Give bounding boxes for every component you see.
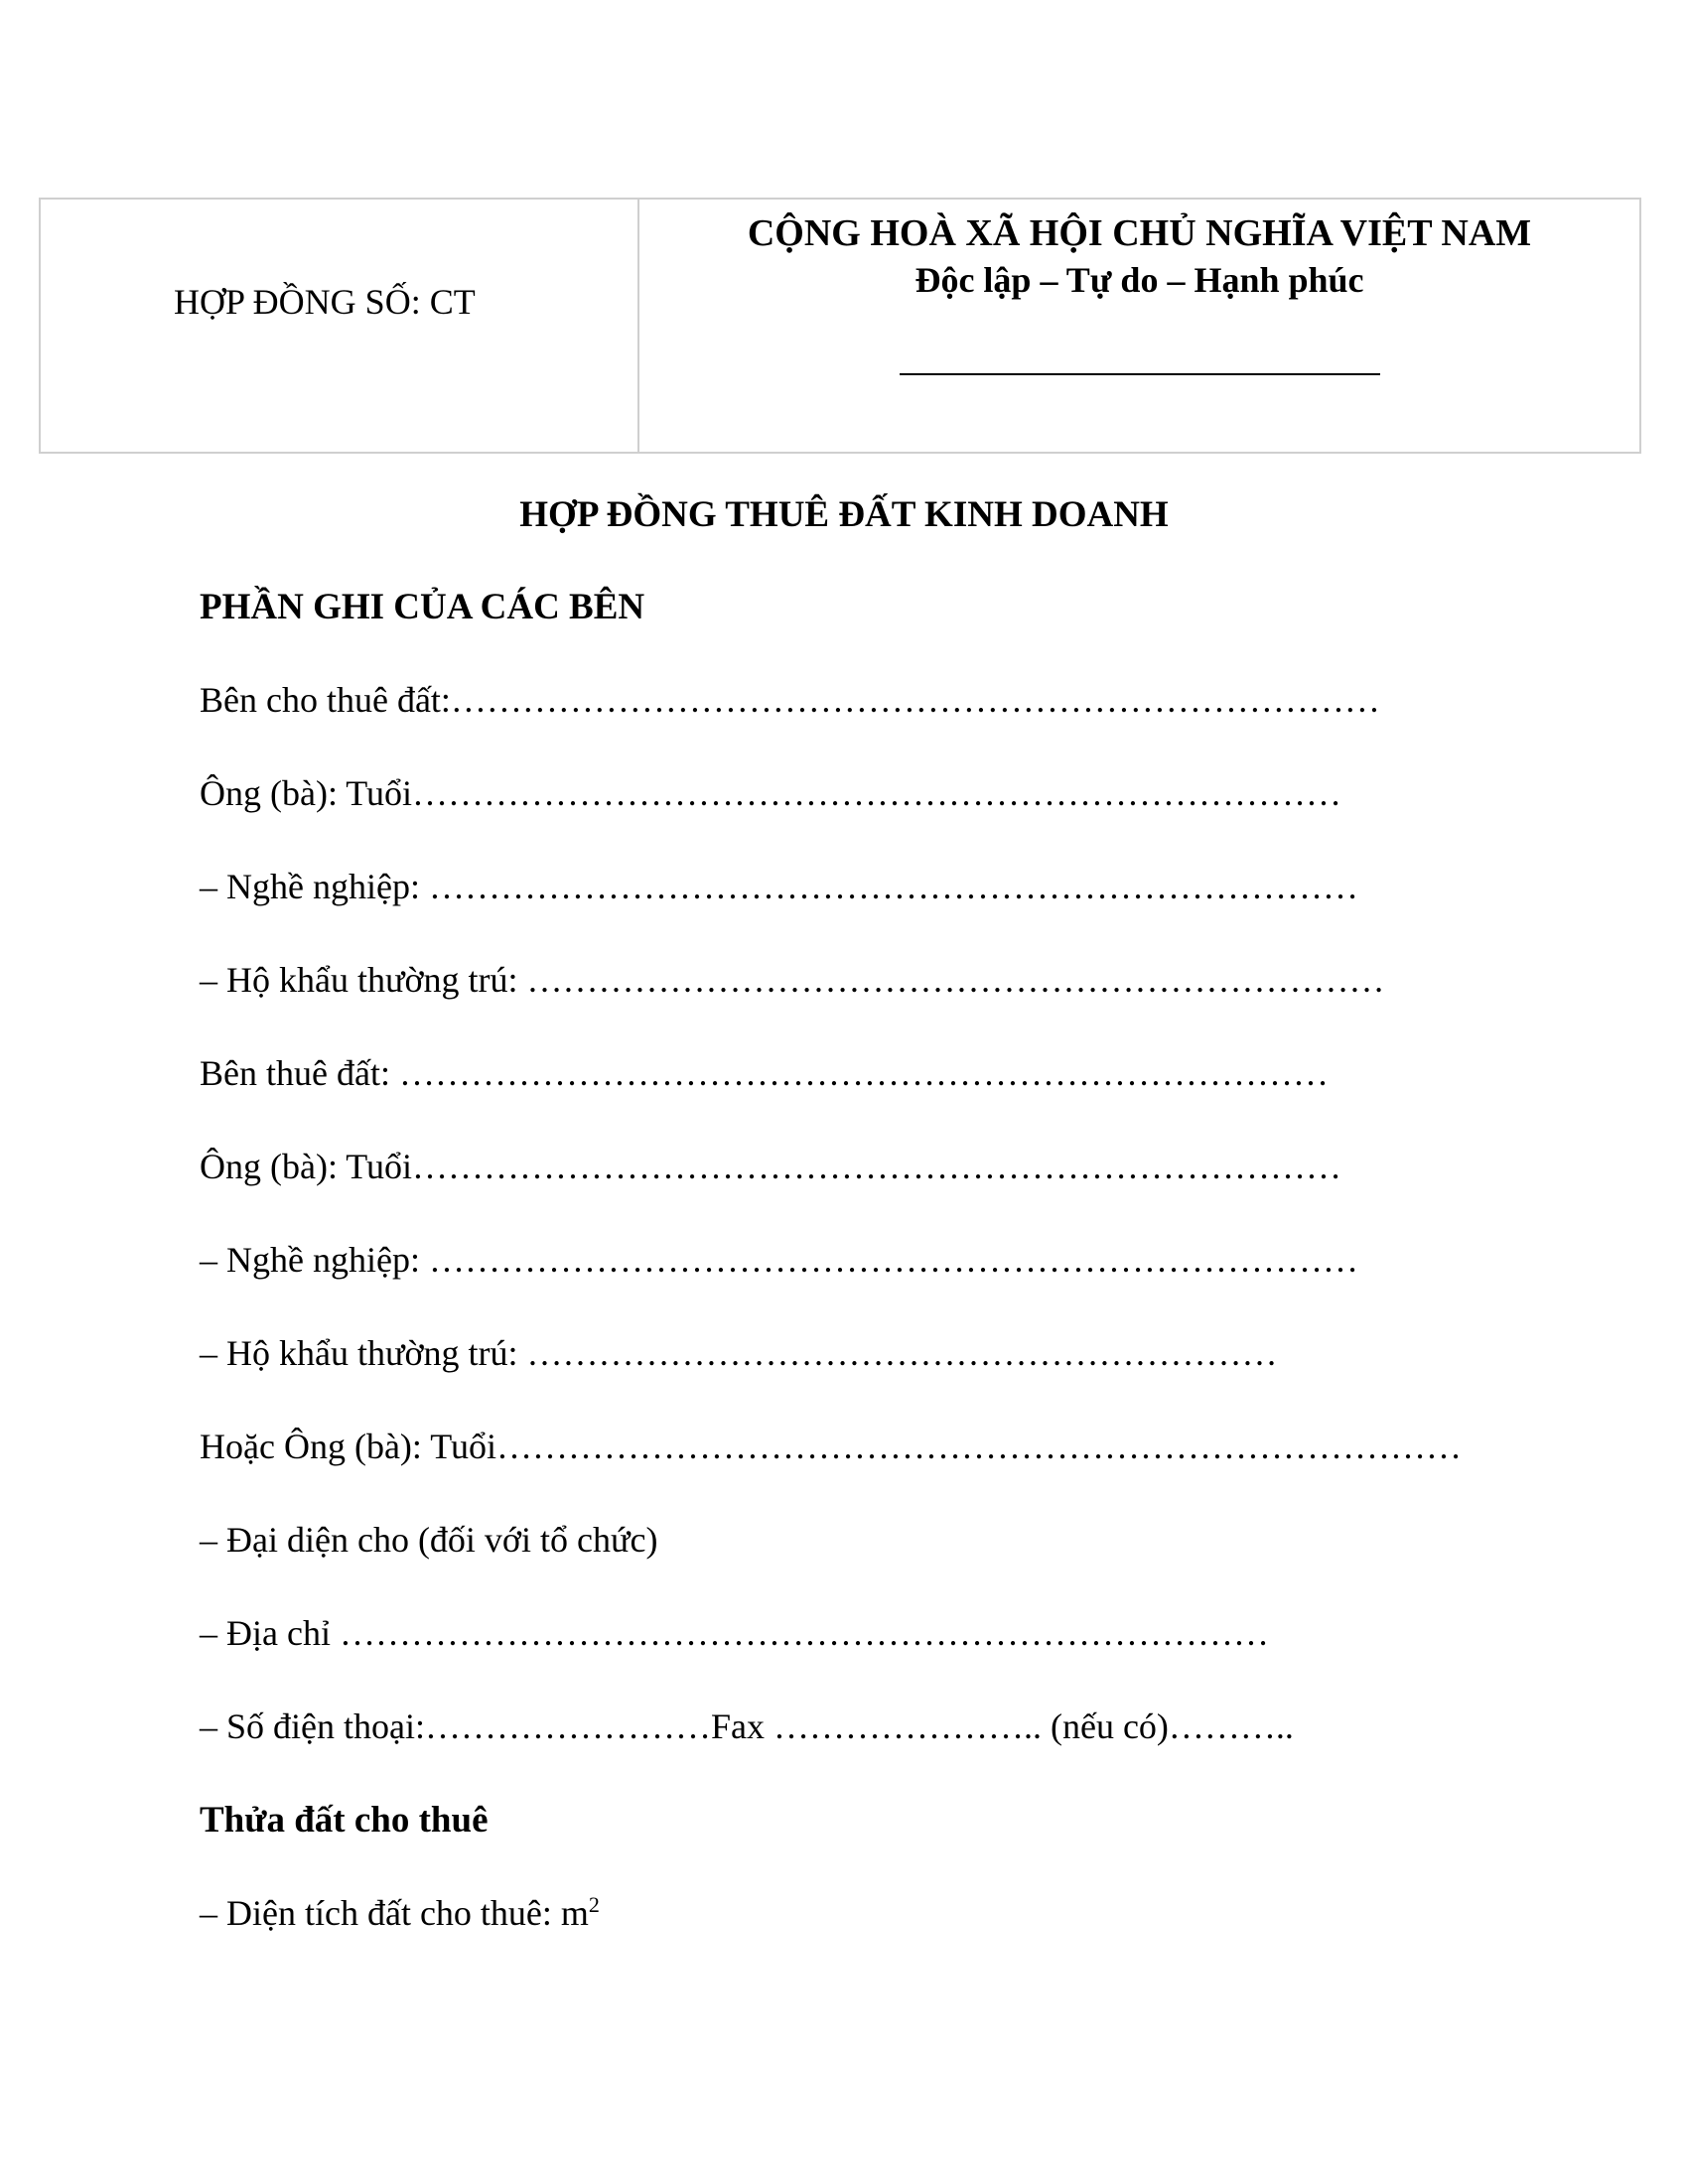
header-table — [39, 198, 1641, 454]
nation-title: CỘNG HOÀ XÃ HỘI CHỦ NGHĨA VIỆT NAM — [747, 212, 1532, 254]
lessee-residence-line: – Hộ khẩu thường trú: ……………………………………………………… — [200, 1333, 1278, 1373]
lessor-line: Bên cho thuê đất:…………………………………………………………………… — [200, 680, 1380, 720]
header-right-cell — [639, 200, 1639, 452]
header-left-cell — [41, 200, 639, 452]
lessor-name-age-line: Ông (bà): Tuổi…………………………………………………………………… — [200, 773, 1342, 813]
land-area-line — [200, 1892, 600, 1934]
lessee-name-age-line: Ông (bà): Tuổi…………………………………………………………………… — [200, 1147, 1342, 1186]
contract-number: HỢP ĐỒNG SỐ: CT — [174, 282, 476, 322]
alternate-name-age-line: Hoặc Ông (bà): Tuổi……………………………………………………………………… — [200, 1427, 1462, 1466]
organization-representative-line: – Đại diện cho (đối với tổ chức) — [200, 1520, 658, 1560]
motto-underline — [900, 373, 1380, 375]
lessee-line: Bên thuê đất: …………………………………………………………………… — [200, 1053, 1329, 1093]
land-heading: Thửa đất cho thuê — [200, 1800, 489, 1841]
land-area-label: – Diện tích đất cho thuê: m — [200, 1893, 589, 1933]
lessor-residence-line: – Hộ khẩu thường trú: ……………………………………………………………… — [200, 960, 1385, 1000]
motto: Độc lập – Tự do – Hạnh phúc — [914, 260, 1364, 300]
lessee-occupation-line: – Nghề nghiệp: …………………………………………………………………… — [200, 1240, 1358, 1280]
phone-fax-line: – Số điện thoại:……………………Fax ………………….. (nếu có)……….. — [200, 1706, 1294, 1746]
address-line: – Địa chỉ …………………………………………………………………… — [200, 1613, 1269, 1653]
parties-heading: PHẦN GHI CỦA CÁC BÊN — [200, 587, 645, 627]
document-title: HỢP ĐỒNG THUÊ ĐẤT KINH DOANH — [519, 494, 1169, 535]
area-unit-exponent: 2 — [588, 1892, 600, 1917]
lessor-occupation-line: – Nghề nghiệp: …………………………………………………………………… — [200, 867, 1358, 906]
